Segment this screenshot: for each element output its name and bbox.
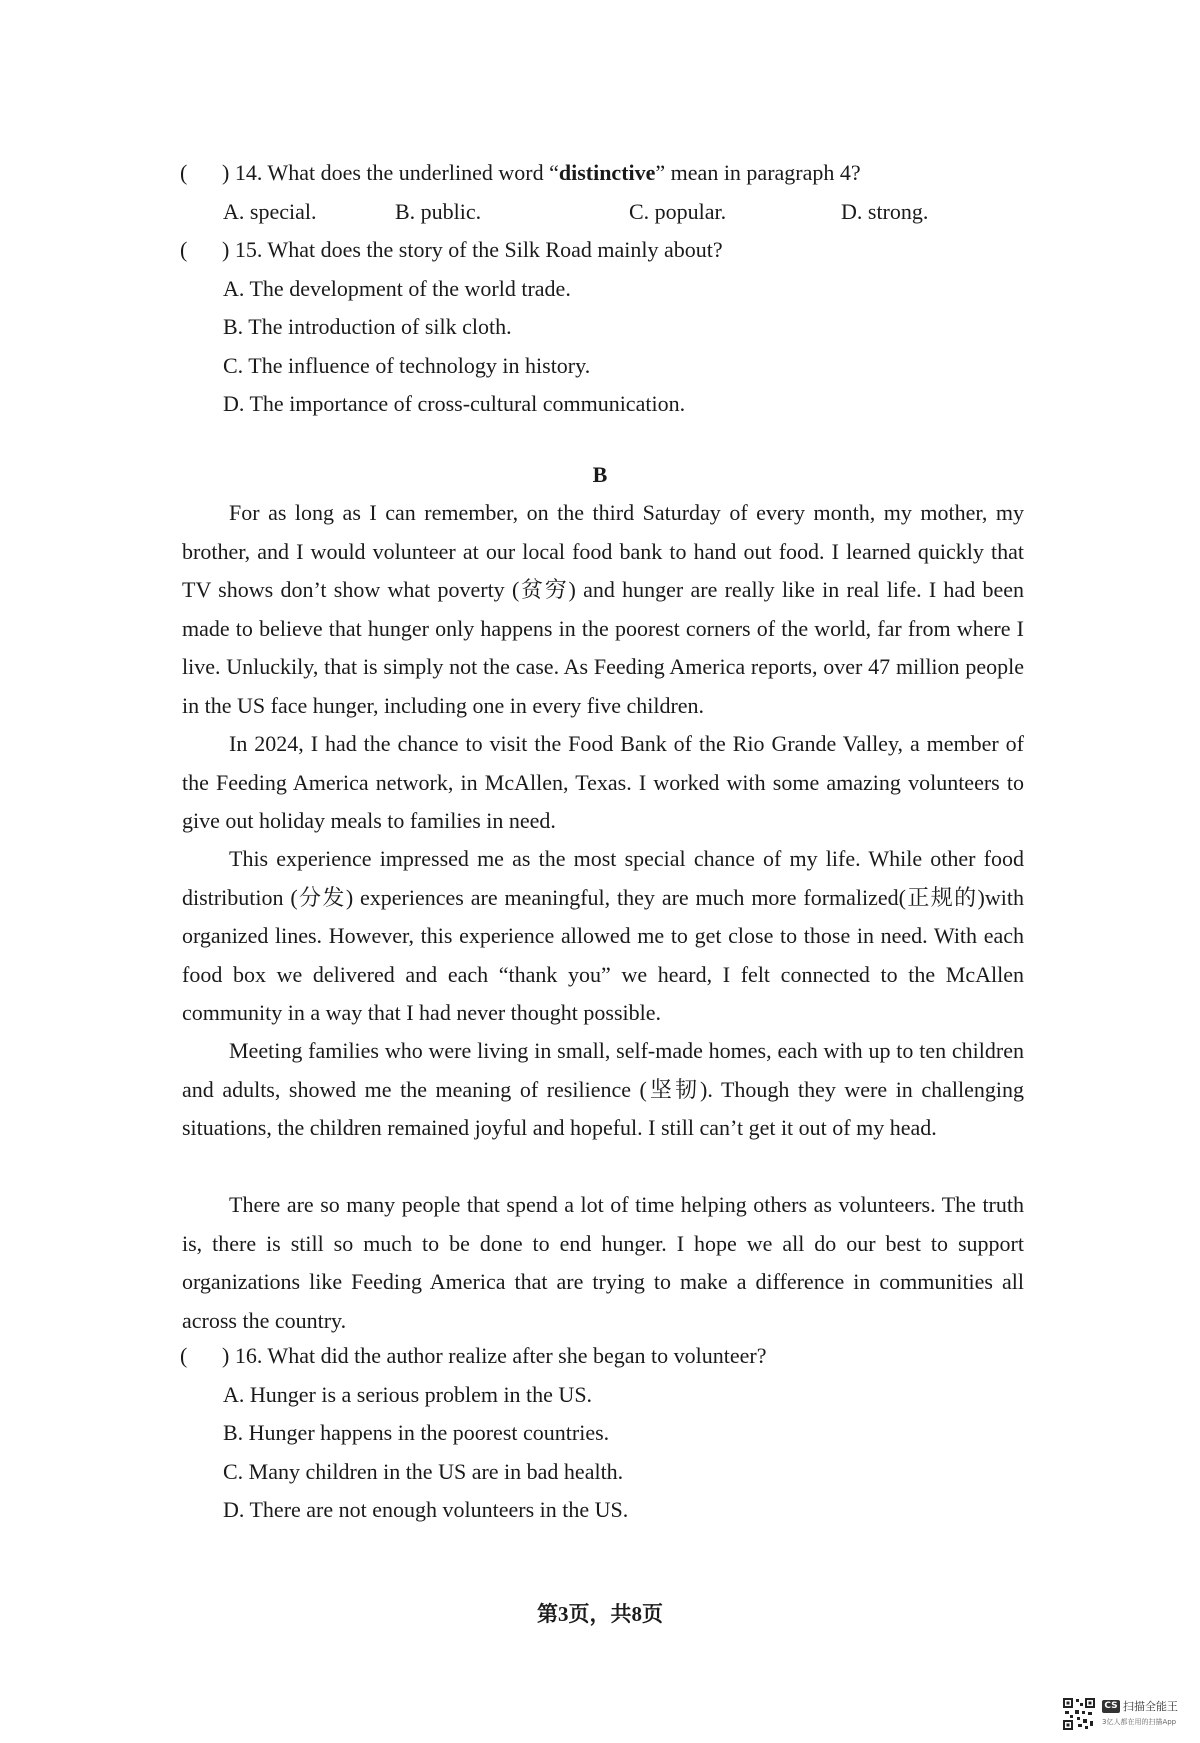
passage-paragraph-4: Meeting families who were living in small, self-made homes, each with up to ten children and adults, showed me the meaning of resilience (坚韧). Though they were in challenging situations, the children remained joyful and hopeful. I still can’t get it out of my head.: [182, 1038, 1024, 1140]
option-a: A. Hunger is a serious problem in the US.: [223, 1382, 593, 1407]
question-14-options: [223, 197, 983, 227]
question-15-stem: ) 15. What does the story of the Silk Road mainly about?: [222, 237, 723, 262]
option-d: D. The importance of cross-cultural communication.: [223, 391, 686, 416]
question-14-keyword: distinctive: [558, 160, 656, 185]
cs-logo-icon: CS: [1102, 1700, 1120, 1713]
option-d: D. strong.: [841, 199, 929, 224]
option-c: C. popular.: [629, 199, 727, 224]
qr-code-icon: [1062, 1697, 1096, 1731]
answer-bracket: (: [180, 1343, 188, 1368]
answer-bracket: (: [180, 160, 188, 185]
scanner-tagline: 3亿人都在用的扫描App: [1102, 1718, 1177, 1726]
page-number: 第3页，共8页: [537, 1602, 663, 1626]
section-title: B: [592, 462, 608, 487]
option-c: C. Many children in the US are in bad health.: [223, 1459, 624, 1484]
option-b: B. The introduction of silk cloth.: [223, 314, 512, 339]
option-b: B. public.: [395, 199, 482, 224]
passage-paragraph-2: In 2024, I had the chance to visit the Food Bank of the Rio Grande Valley, a member of the Feeding America network, in McAllen, Texas. I worked with some amazing volunteers to give out holiday meals to families in need.: [182, 731, 1024, 833]
question-14: [180, 158, 861, 188]
question-14-stem-end: ” mean in paragraph 4?: [655, 160, 861, 185]
answer-bracket: (: [180, 237, 188, 262]
question-16-stem: ) 16. What did the author realize after she began to volunteer?: [222, 1343, 767, 1368]
scanner-watermark: [1062, 1697, 1192, 1733]
option-a: A. special.: [223, 199, 317, 224]
option-c: C. The influence of technology in history.: [223, 353, 591, 378]
question-14-stem-start: ) 14. What does the underlined word “: [222, 160, 559, 185]
option-d: D. There are not enough volunteers in the US.: [223, 1497, 629, 1522]
option-b: B. Hunger happens in the poorest countries.: [223, 1420, 610, 1445]
question-16: [180, 1341, 766, 1371]
option-a: A. The development of the world trade.: [223, 276, 571, 301]
passage-paragraph-1: For as long as I can remember, on the third Saturday of every month, my mother, my brother, and I would volunteer at our local food bank to hand out food. I learned quickly that TV shows don’t show what poverty (贫穷) and hunger are really like in real life. I had been made to believe that hunger only happens in the poorest corners of the world, far from where I live. Unluckily, that is simply not the case. As Feeding America reports, over 47 million people in the US face hunger, including one in every five children.: [182, 500, 1024, 718]
question-15: [180, 235, 723, 265]
scanner-app-name: 扫描全能王: [1123, 1700, 1178, 1713]
passage-paragraph-5: There are so many people that spend a lot of time helping others as volunteers. The truth is, there is still so much to be done to end hunger. I hope we all do our best to support organizations like Feeding America that are trying to make a difference in communities all across the country.: [182, 1192, 1024, 1333]
passage-paragraph-3: This experience impressed me as the most special chance of my life. While other food distribution (分发) experiences are meaningful, they are much more formalized(正规的)with organized lines. However, this experience allowed me to get close to those in need. With each food box we delivered and each “thank you” we heard, I felt connected to the McAllen community in a way that I had never thought possible.: [182, 846, 1024, 1025]
